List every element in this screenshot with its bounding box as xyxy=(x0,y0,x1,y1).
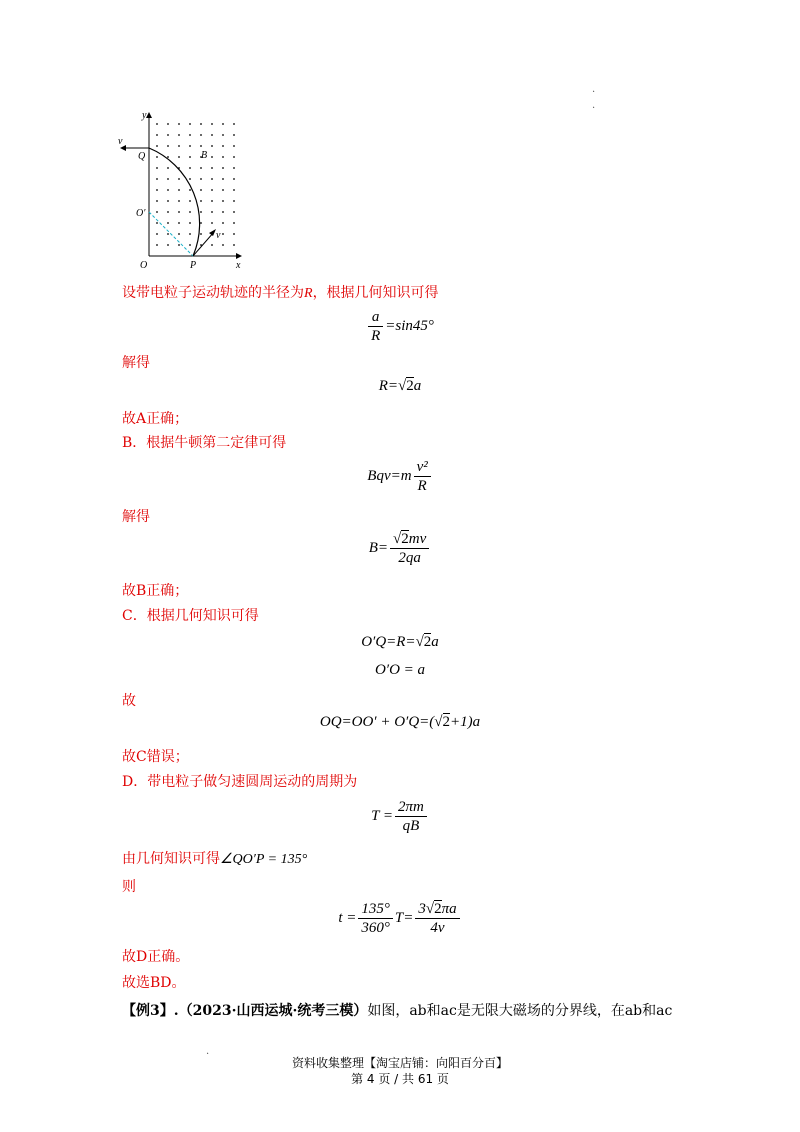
field-dot xyxy=(233,200,235,202)
field-dot xyxy=(233,134,235,136)
magnetic-field-figure xyxy=(112,108,252,273)
field-dot xyxy=(156,222,158,224)
field-dot xyxy=(156,123,158,125)
field-dot xyxy=(156,211,158,213)
field-dot xyxy=(222,123,224,125)
field-dot xyxy=(222,156,224,158)
field-dot xyxy=(233,167,235,169)
field-dot xyxy=(167,200,169,202)
field-dot xyxy=(167,167,169,169)
field-dot xyxy=(222,244,224,246)
text-line-6: 故B正确； xyxy=(122,583,189,599)
formula-oq: O′Q=R=√2a xyxy=(361,634,439,650)
text-line-3: 故A正确； xyxy=(122,411,189,427)
text-line-7: C．根据几何知识可得 xyxy=(122,608,259,624)
formula-radius: R=√2a xyxy=(378,378,422,394)
field-dot xyxy=(222,222,224,224)
field-dot xyxy=(167,156,169,158)
field-dot xyxy=(200,211,202,213)
field-dot xyxy=(233,233,235,235)
field-dot xyxy=(178,156,180,158)
field-dot xyxy=(167,178,169,180)
text-line-11: 由几何知识可得∠QO′P = 135° xyxy=(122,851,308,867)
field-dot xyxy=(189,211,191,213)
text-line-8: 故 xyxy=(122,693,136,709)
field-dot xyxy=(178,233,180,235)
field-dot xyxy=(233,222,235,224)
field-dot xyxy=(178,178,180,180)
axis-y-label: y xyxy=(142,110,147,121)
text-line-14: 故选BD。 xyxy=(122,975,186,991)
field-dot xyxy=(211,123,213,125)
field-dot xyxy=(167,211,169,213)
field-dot xyxy=(178,222,180,224)
field-dot xyxy=(211,167,213,169)
field-dot xyxy=(200,233,202,235)
field-dot xyxy=(200,178,202,180)
field-dot xyxy=(233,178,235,180)
formula-newton: Bqv=m $\frac{\text{v²}}{R}$ xyxy=(0,458,800,495)
footer-page-number: 第 4 页 / 共 61 页 xyxy=(351,1072,449,1086)
text-line-12: 则 xyxy=(122,879,136,895)
field-dot xyxy=(167,134,169,136)
formula-b-field: B= $\frac{√2mv}{2qa}$ xyxy=(0,530,800,567)
field-dot xyxy=(156,233,158,235)
field-dot xyxy=(156,156,158,158)
field-dots xyxy=(156,123,235,246)
field-dot xyxy=(200,200,202,202)
field-dot xyxy=(167,222,169,224)
text-line-10: D．带电粒子做匀速圆周运动的周期为 xyxy=(122,774,358,790)
field-dot xyxy=(233,211,235,213)
margin-mark: . xyxy=(592,84,596,95)
field-dot xyxy=(167,145,169,147)
field-dot xyxy=(189,244,191,246)
field-dot xyxy=(167,233,169,235)
field-dot xyxy=(211,200,213,202)
formula-oo: O′O = a xyxy=(374,662,426,678)
field-dot xyxy=(200,134,202,136)
formula-oq-total: OQ=OO′ + O′Q=(√2+1)a xyxy=(319,714,481,730)
field-dot xyxy=(178,200,180,202)
field-dot xyxy=(156,189,158,191)
field-dot xyxy=(156,244,158,246)
formula-period: T = $\frac{2\pi m}{qB}$ xyxy=(0,798,800,835)
field-dot xyxy=(211,244,213,246)
margin-mark: . xyxy=(592,100,596,111)
field-dot xyxy=(233,189,235,191)
field-dot xyxy=(178,244,180,246)
formula-time: t = $\frac{135^\circ}{360^\circ}$ T= $\frac{3√2\pi a}{4v}$ xyxy=(0,900,800,937)
margin-mark: . xyxy=(206,1046,210,1057)
field-dot xyxy=(189,145,191,147)
field-dot xyxy=(233,244,235,246)
field-dot xyxy=(167,123,169,125)
field-dot xyxy=(222,145,224,147)
field-dot xyxy=(178,211,180,213)
field-dot xyxy=(222,189,224,191)
field-dot xyxy=(211,134,213,136)
field-dot xyxy=(189,123,191,125)
field-dot xyxy=(211,222,213,224)
field-dot xyxy=(156,200,158,202)
field-dot xyxy=(189,156,191,158)
field-dot xyxy=(222,200,224,202)
field-dot xyxy=(222,233,224,235)
field-dot xyxy=(200,167,202,169)
field-dot xyxy=(189,233,191,235)
field-dot xyxy=(222,211,224,213)
velocity-label-bottom: v xyxy=(216,230,221,241)
field-dot xyxy=(156,167,158,169)
example-3-heading: 【例3】.（2023·山西运城·统考三模）如图，ab和ac是无限大磁场的分界线，在ab和ac xyxy=(122,1003,673,1019)
field-dot xyxy=(156,134,158,136)
text-line-1: 设带电粒子运动轨迹的半径为R，根据几何知识可得 xyxy=(122,285,439,301)
field-dot xyxy=(233,123,235,125)
field-dot xyxy=(211,178,213,180)
field-dot xyxy=(211,189,213,191)
field-dot xyxy=(156,145,158,147)
field-dot xyxy=(211,156,213,158)
velocity-label-top: v xyxy=(118,136,123,147)
formula-sin45: $\frac{a}{R}$ =sin45° xyxy=(0,308,800,345)
field-dot xyxy=(189,167,191,169)
point-b-label: B xyxy=(201,150,208,161)
axis-x-label: x xyxy=(236,260,241,271)
field-dot xyxy=(156,178,158,180)
origin-label: O xyxy=(140,260,148,271)
field-dot xyxy=(222,134,224,136)
text-line-5: 解得 xyxy=(122,509,150,525)
text-line-13: 故D正确。 xyxy=(122,949,190,965)
field-dot xyxy=(233,145,235,147)
field-dot xyxy=(200,123,202,125)
center-o-prime-label: O′ xyxy=(136,208,146,219)
text-line-2: 解得 xyxy=(122,355,150,371)
field-dot xyxy=(189,134,191,136)
field-dot xyxy=(200,222,202,224)
field-dot xyxy=(167,244,169,246)
point-p-label: P xyxy=(190,260,197,271)
field-dot xyxy=(189,200,191,202)
text-line-9: 故C错误； xyxy=(122,749,189,765)
field-dot xyxy=(178,189,180,191)
field-dot xyxy=(167,189,169,191)
field-dot xyxy=(178,123,180,125)
footer-source: 资料收集整理【淘宝店铺：向阳百分百】 xyxy=(291,1056,508,1070)
field-dot xyxy=(200,189,202,191)
field-dot xyxy=(200,145,202,147)
field-dot xyxy=(222,167,224,169)
field-dot xyxy=(233,156,235,158)
point-q-label: Q xyxy=(138,151,146,162)
field-dot xyxy=(178,145,180,147)
field-dot xyxy=(189,189,191,191)
field-dot xyxy=(222,178,224,180)
field-dot xyxy=(178,134,180,136)
text-line-4: B．根据牛顿第二定律可得 xyxy=(122,435,287,451)
field-dot xyxy=(189,222,191,224)
field-dot xyxy=(211,145,213,147)
field-dot xyxy=(211,211,213,213)
field-dot xyxy=(189,178,191,180)
